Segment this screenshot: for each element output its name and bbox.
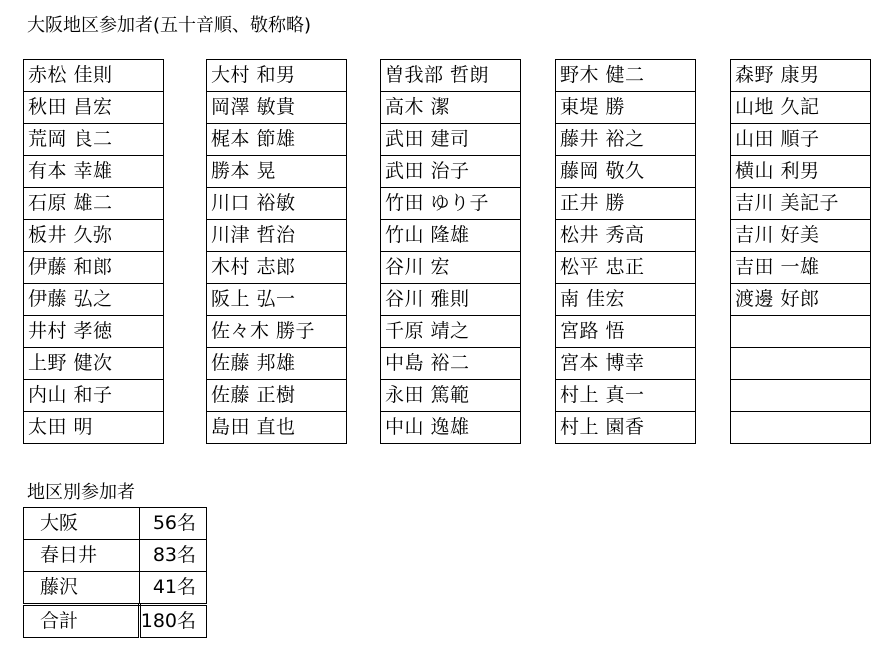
- participant-name: 上野 健次: [24, 348, 164, 380]
- table-row: [556, 412, 696, 444]
- participant-name: 永田 篤範: [381, 380, 521, 412]
- participant-name: 谷川 雅則: [381, 284, 521, 316]
- participant-name: 武田 建司: [381, 124, 521, 156]
- participant-name: 川口 裕敏: [207, 188, 347, 220]
- participant-name: 竹山 隆雄: [381, 220, 521, 252]
- participant-name: 内山 和子: [24, 380, 164, 412]
- table-row: [731, 92, 871, 124]
- participant-list-column-1: [23, 59, 164, 444]
- region-name: 大阪: [24, 508, 140, 540]
- page-title: 大阪地区参加者(五十音順、敬称略): [27, 15, 312, 36]
- table-row: [556, 252, 696, 284]
- participant-name: 竹田 ゆり子: [381, 188, 521, 220]
- table-row: [207, 412, 347, 444]
- participant-name: 渡邊 好郎: [731, 284, 871, 316]
- participant-name: 島田 直也: [207, 412, 347, 444]
- table-row: [381, 156, 521, 188]
- table-row: [24, 156, 164, 188]
- participant-name: 宮路 悟: [556, 316, 696, 348]
- table-row: [381, 124, 521, 156]
- table-row: [207, 348, 347, 380]
- table-row: [24, 124, 164, 156]
- table-row: [381, 92, 521, 124]
- participant-name: 南 佳宏: [556, 284, 696, 316]
- table-row: [556, 380, 696, 412]
- table-row: [381, 188, 521, 220]
- participant-name: 梶本 節雄: [207, 124, 347, 156]
- empty-cell: [731, 412, 871, 444]
- table-row: [24, 92, 164, 124]
- participant-list-column-5: [730, 59, 871, 444]
- participant-name: 佐々木 勝子: [207, 316, 347, 348]
- table-row: [731, 60, 871, 92]
- participant-name: 松平 忠正: [556, 252, 696, 284]
- table-row: [381, 348, 521, 380]
- participant-name: 吉川 好美: [731, 220, 871, 252]
- empty-cell: [731, 380, 871, 412]
- participant-name: 川津 哲治: [207, 220, 347, 252]
- table-row: [24, 284, 164, 316]
- empty-cell: [731, 316, 871, 348]
- participant-name: 山地 久記: [731, 92, 871, 124]
- participant-name: 武田 治子: [381, 156, 521, 188]
- table-row: [207, 220, 347, 252]
- table-row: [381, 380, 521, 412]
- table-row: [556, 284, 696, 316]
- table-row: [731, 284, 871, 316]
- table-row: [24, 188, 164, 220]
- table-row: [731, 220, 871, 252]
- table-row: [207, 156, 347, 188]
- participant-name: 板井 久弥: [24, 220, 164, 252]
- participant-name: 村上 園香: [556, 412, 696, 444]
- table-row: [207, 284, 347, 316]
- table-row: [207, 92, 347, 124]
- participant-name: 岡澤 敏貴: [207, 92, 347, 124]
- participant-name: 阪上 弘一: [207, 284, 347, 316]
- participant-name: 横山 利男: [731, 156, 871, 188]
- participant-name: 藤岡 敬久: [556, 156, 696, 188]
- participant-name: 宮本 博幸: [556, 348, 696, 380]
- table-row: [556, 124, 696, 156]
- participant-name: 伊藤 弘之: [24, 284, 164, 316]
- table-row: [556, 60, 696, 92]
- table-row: [24, 220, 164, 252]
- participant-name: 藤井 裕之: [556, 124, 696, 156]
- participant-name: 森野 康男: [731, 60, 871, 92]
- participant-list-column-4: [555, 59, 696, 444]
- participant-name: 山田 順子: [731, 124, 871, 156]
- region-count: 56名: [139, 508, 206, 540]
- empty-cell: [731, 348, 871, 380]
- participant-name: 大村 和男: [207, 60, 347, 92]
- region-summary-table: [23, 507, 207, 638]
- participant-name: 井村 孝徳: [24, 316, 164, 348]
- table-row: [731, 156, 871, 188]
- participant-name: 正井 勝: [556, 188, 696, 220]
- participant-name: 村上 真一: [556, 380, 696, 412]
- table-row: [381, 284, 521, 316]
- table-row: [381, 252, 521, 284]
- participant-name: 有本 幸雄: [24, 156, 164, 188]
- participant-list-column-3: [380, 59, 521, 444]
- table-row: [207, 188, 347, 220]
- table-row: [731, 188, 871, 220]
- participant-name: 佐藤 邦雄: [207, 348, 347, 380]
- table-row: [24, 252, 164, 284]
- table-row: [207, 60, 347, 92]
- participant-name: 吉田 一雄: [731, 252, 871, 284]
- table-row: [731, 412, 871, 444]
- region-name: 春日井: [24, 540, 140, 572]
- participant-name: 曽我部 哲朗: [381, 60, 521, 92]
- table-row: [731, 252, 871, 284]
- table-row: [731, 124, 871, 156]
- table-row: [381, 316, 521, 348]
- participant-name: 吉川 美記子: [731, 188, 871, 220]
- participant-name: 秋田 昌宏: [24, 92, 164, 124]
- table-row: [381, 412, 521, 444]
- participant-name: 谷川 宏: [381, 252, 521, 284]
- table-row: [207, 252, 347, 284]
- table-row: [24, 316, 164, 348]
- participant-name: 荒岡 良二: [24, 124, 164, 156]
- table-row: [207, 380, 347, 412]
- participant-name: 千原 靖之: [381, 316, 521, 348]
- table-row: [381, 220, 521, 252]
- participant-name: 佐藤 正樹: [207, 380, 347, 412]
- region-count: 41名: [139, 572, 206, 605]
- participant-name: 中島 裕二: [381, 348, 521, 380]
- participant-name: 勝本 晃: [207, 156, 347, 188]
- table-row: [24, 348, 164, 380]
- table-row: [381, 60, 521, 92]
- table-row: [207, 124, 347, 156]
- table-row: [556, 92, 696, 124]
- total-count: 180名: [139, 605, 206, 638]
- table-row: [556, 156, 696, 188]
- total-label: 合計: [24, 605, 140, 638]
- summary-row: [24, 572, 207, 605]
- participant-name: 野木 健二: [556, 60, 696, 92]
- table-row: [731, 316, 871, 348]
- table-row: [24, 380, 164, 412]
- table-row: [24, 412, 164, 444]
- region-name: 藤沢: [24, 572, 140, 605]
- participant-name: 東堤 勝: [556, 92, 696, 124]
- table-row: [556, 316, 696, 348]
- participant-name: 高木 潔: [381, 92, 521, 124]
- summary-row: [24, 540, 207, 572]
- summary-row: [24, 508, 207, 540]
- table-row: [207, 316, 347, 348]
- table-row: [731, 380, 871, 412]
- participant-name: 太田 明: [24, 412, 164, 444]
- table-row: [731, 348, 871, 380]
- participant-list-column-2: [206, 59, 347, 444]
- participant-name: 中山 逸雄: [381, 412, 521, 444]
- participant-name: 木村 志郎: [207, 252, 347, 284]
- participant-name: 松井 秀高: [556, 220, 696, 252]
- table-row: [556, 348, 696, 380]
- participant-name: 赤松 佳則: [24, 60, 164, 92]
- region-count: 83名: [139, 540, 206, 572]
- participant-name: 石原 雄二: [24, 188, 164, 220]
- table-row: [556, 188, 696, 220]
- table-row: [556, 220, 696, 252]
- summary-title: 地区別参加者: [27, 482, 135, 503]
- summary-total-row: [24, 605, 207, 638]
- participant-name: 伊藤 和郎: [24, 252, 164, 284]
- table-row: [24, 60, 164, 92]
